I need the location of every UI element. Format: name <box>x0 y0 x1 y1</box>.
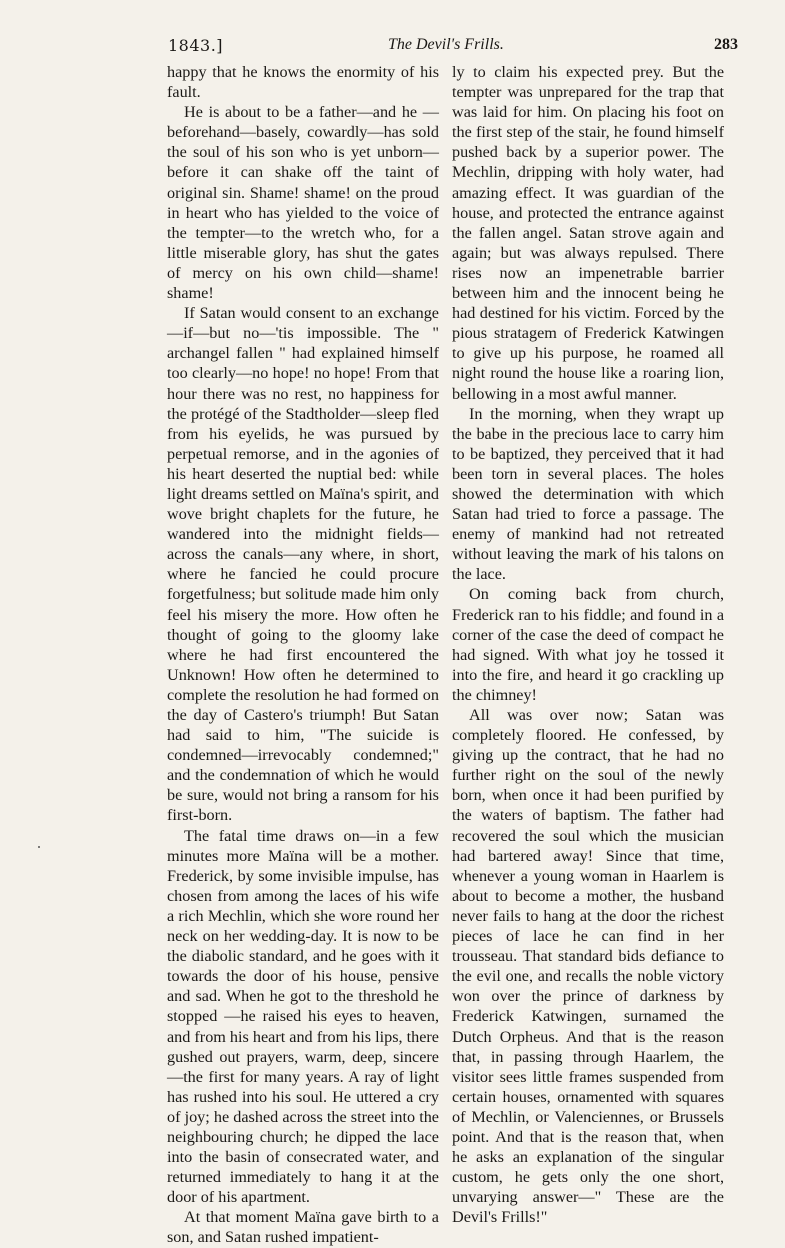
paragraph: In the morning, when they wrapt up the babe in the precious lace to carry him to be baptized, they perceived that it had been torn in several places. The holes showed the determination with which Satan had tried to force a passage. The enemy of mankind had not retreated without leaving the mark of his talons on the lace. <box>452 404 724 584</box>
paragraph: At that moment Maïna gave birth to a son, and Satan rushed impatient- <box>167 1208 439 1247</box>
paragraph: If Satan would consent to an exchange—if—but no—'tis impossible. The " archangel fallen " had explained himself too clearly—no hope! no hope! From that hour there was no rest, no happiness for the protégé of the Stadtholder—sleep fled from his eyelids, he was pursued by perpetual remorse, and in the agonies of his heart deserted the nuptial bed: while light dreams settled on Maïna's spirit, and wove bright chaplets for the future, he wandered into the midnight fields—across the canals—any where, in short, where he fancied he could procure forgetfulness; but solitude made him only feel his misery the more. How often he thought of going to the gloomy lake where he had first encountered the Unknown! How often he determined to complete the resolution he had formed on the day of Castero's triumph! But Satan had said to him, "The suicide is condemned—irrevocably condemned;" and the condemnation of which he would be sure, would not bring a ransom for his first-born. <box>167 304 439 825</box>
paragraph: ly to claim his expected prey. But the tempter was unprepared for the trap that was laid for him. On placing his foot on the first step of the stair, he found himself pushed back by a superior power. The Mechlin, dripping with holy water, had amazing effect. It was guardian of the house, and protected the entrance against the fallen angel. Satan strove again and again; but was always repulsed. There rises now an impenetrable barrier between him and the innocent being he had destined for his victim. Forced by the pious stratagem of Frederick Katwingen to give up his purpose, he roamed all night round the house like a roaring lion, bellowing in a most awful manner. <box>452 63 724 403</box>
paragraph: All was over now; Satan was completely floored. He confessed, by giving up the contract, that he had no further right on the soul of the newly born, when once it had been purified by the waters of baptism. The father had recovered the soul which the musician had bartered away! Since that time, whenever a young woman in Haarlem is about to become a mother, the husband never fails to hang at the door the richest pieces of lace he can find in her trousseau. That standard bids defiance to the evil one, and recalls the noble victory won over the prince of darkness by Frederick Katwingen, surnamed the Dutch Orpheus. And that is the reason that, in passing through Haarlem, the visitor sees little frames suspended from certain houses, ornamented with squares of Mechlin, or Valenciennes, or Brussels point. And that is the reason that, when he asks an explanation of the singular custom, he gets only the one short, unvarying answer—" These are the Devil's Frills!" <box>452 706 724 1227</box>
header-title: The Devil's Frills. <box>388 36 504 53</box>
paragraph: happy that he knows the enormity of his fault. <box>167 63 439 102</box>
margin-speck <box>38 846 40 848</box>
paragraph: He is about to be a father—and he —beforehand—basely, cowardly—has sold the soul of his son who is yet unborn—before it can shake off the taint of original sin. Shame! shame! on the proud in heart who has yielded to the voice of the tempter—to the wretch who, for a little miserable glory, has shut the gates of mercy on his own child—shame! shame! <box>167 103 439 303</box>
paragraph: The fatal time draws on—in a few minutes more Maïna will be a mother. Frederick, by some invisible impulse, has chosen from among the laces of his wife a rich Mechlin, which she wore round her neck on her wedding-day. It is now to be the diabolic standard, and he goes with it towards the door of his house, pensive and sad. When he got to the threshold he stopped —he raised his eyes to heaven, and from his heart and from his lips, there gushed out prayers, warm, deep, sincere—the first for many years. A ray of light has rushed into his soul. He uttered a cry of joy; he dashed across the street into the neighbouring church; he dipped the lace into the basin of consecrated water, and returned immediately to hang it at the door of his apartment. <box>167 826 439 1207</box>
left-column <box>167 62 439 1248</box>
header-year: 1843.] <box>168 36 224 55</box>
running-header <box>168 36 738 60</box>
page-number: 283 <box>714 36 738 53</box>
right-column <box>452 62 724 1227</box>
paragraph: On coming back from church, Frederick ran to his fiddle; and found in a corner of the case the deed of compact he had signed. With what joy he tossed it into the fire, and heard it go crackling up the chimney! <box>452 585 724 704</box>
